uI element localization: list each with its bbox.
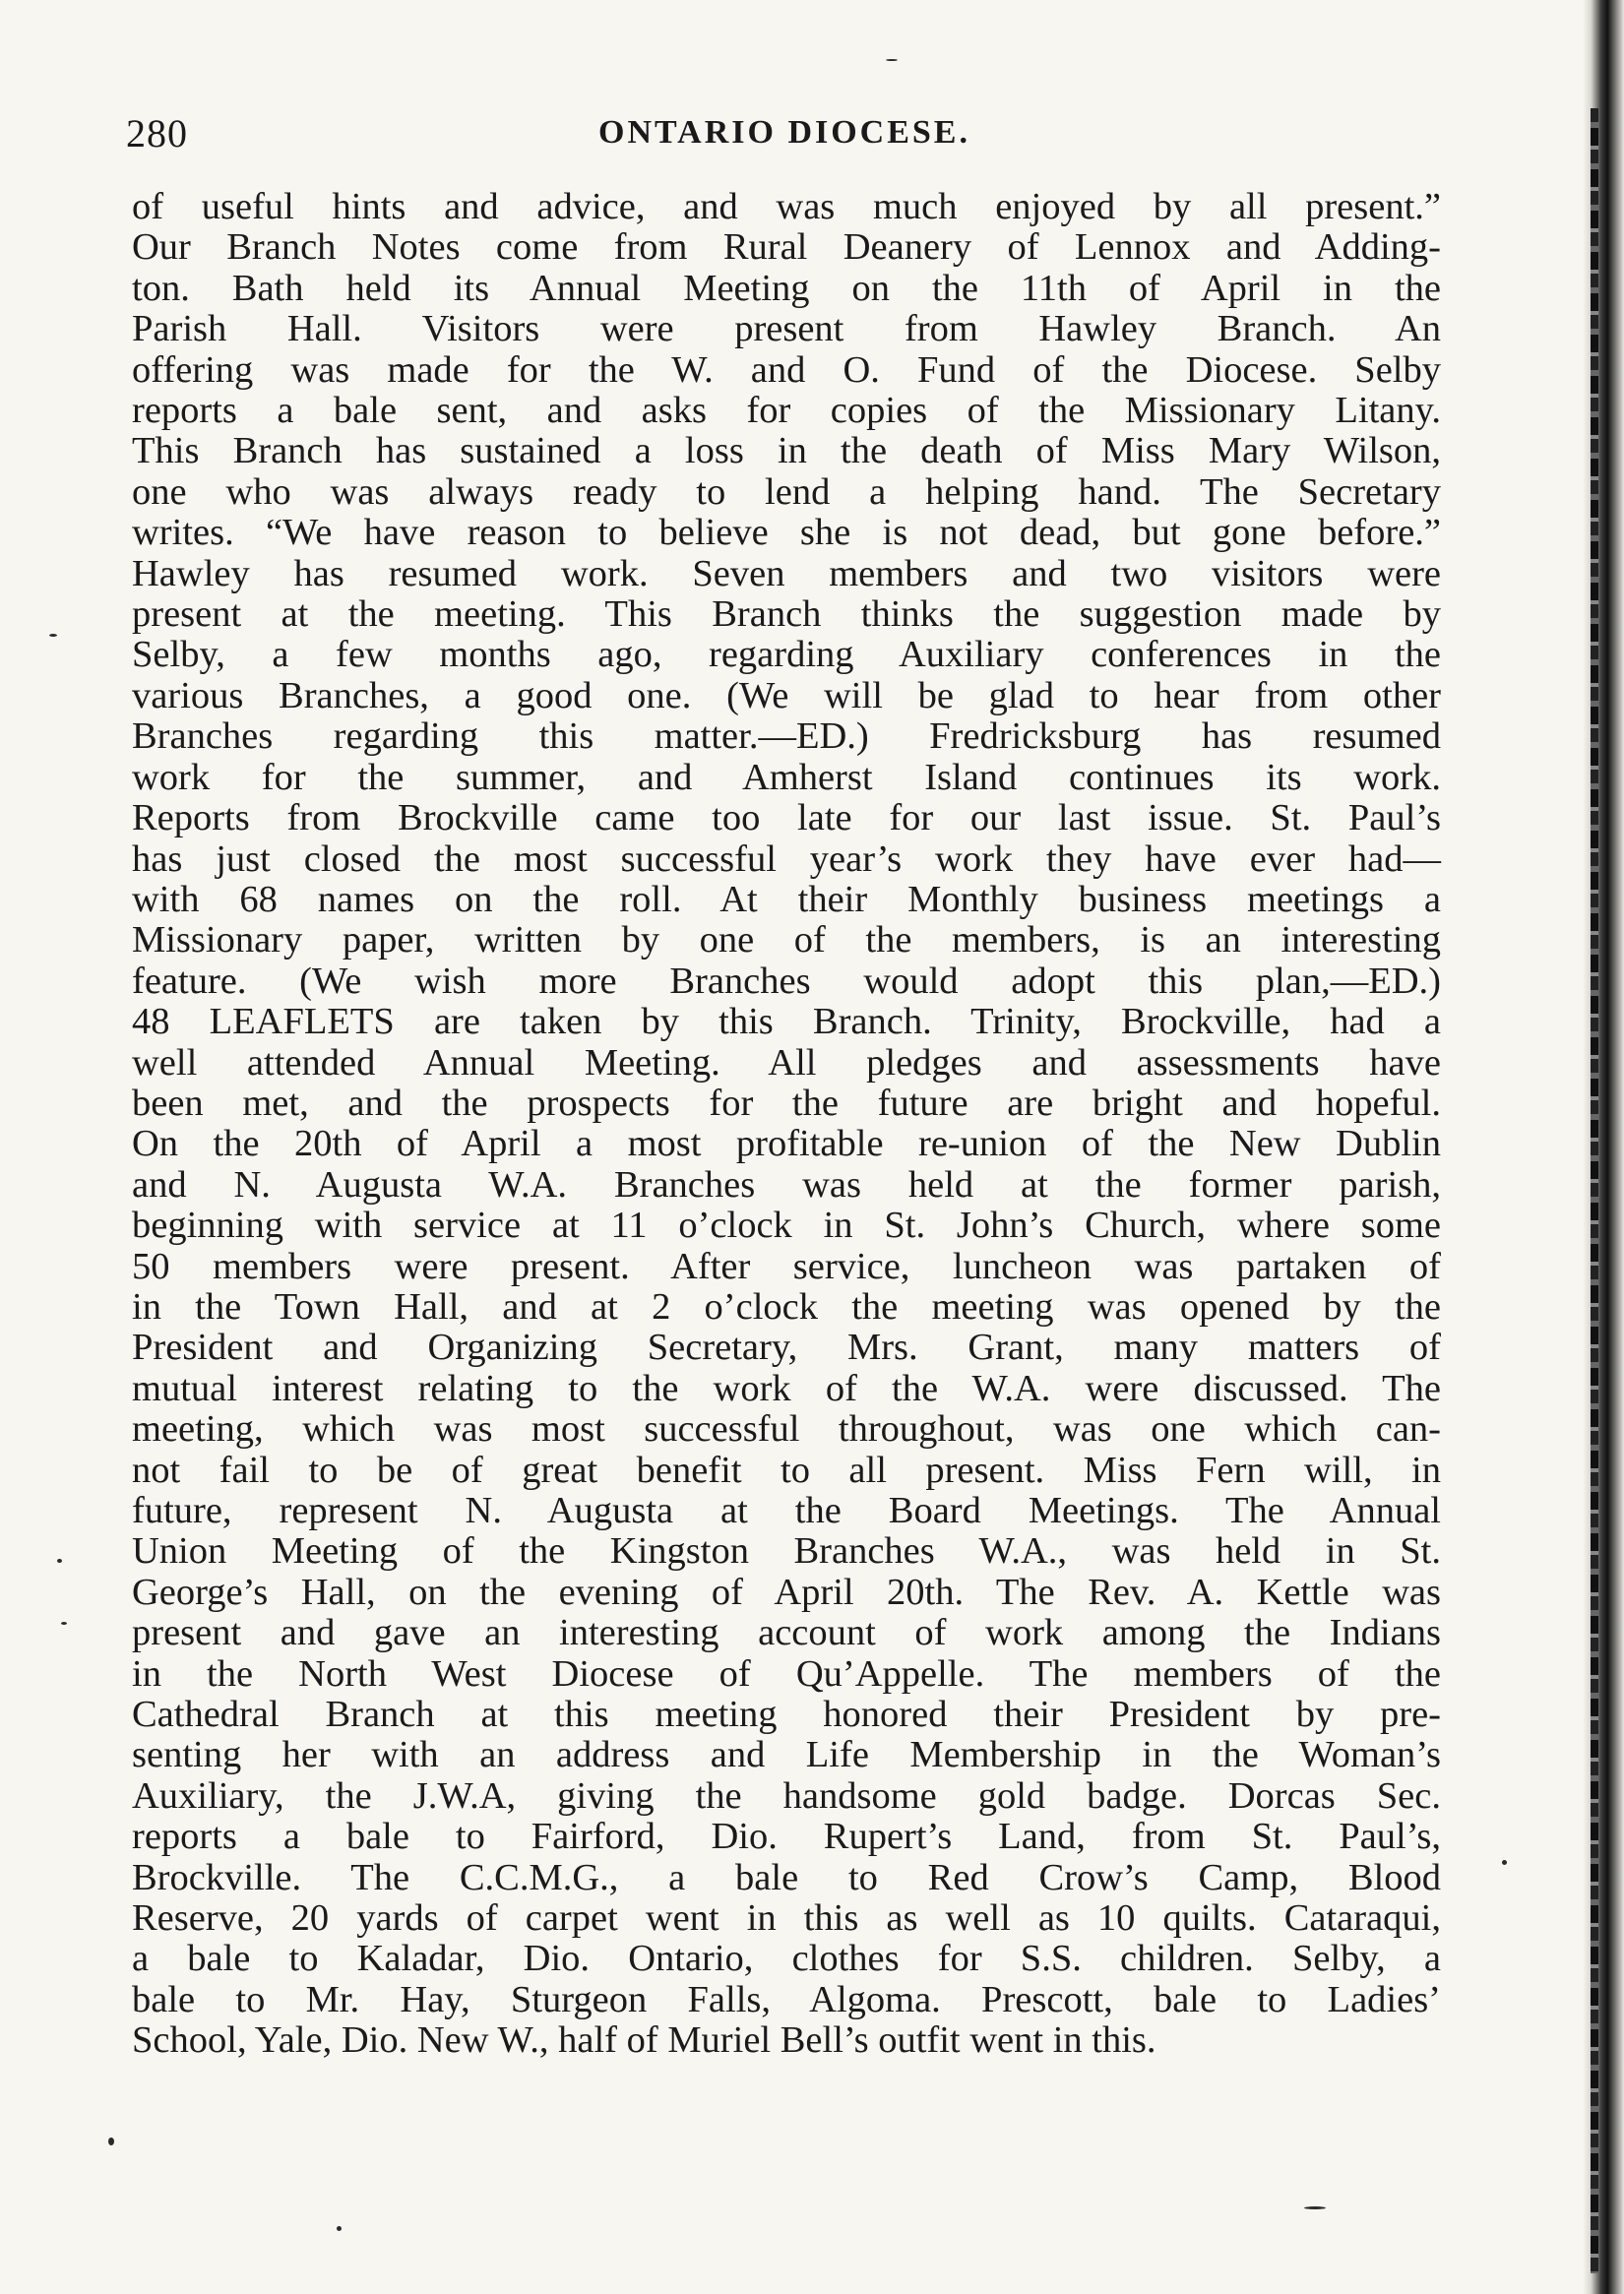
text-line: reports a bale sent, and asks for copies of the Missionary Litany. xyxy=(132,390,1441,432)
scan-speck xyxy=(49,634,57,637)
text-line: writes. “We have reason to believe she is not dead, but gone before.” xyxy=(132,512,1441,554)
text-line: senting her with an address and Life Membership in the Woman’s xyxy=(132,1734,1441,1776)
text-line: ton. Bath held its Annual Meeting on the 11th of April in the xyxy=(132,267,1441,309)
text-line: offering was made for the W. and O. Fund of the Diocese. Selby xyxy=(132,348,1441,391)
scan-speck xyxy=(337,2226,342,2231)
scan-speck xyxy=(57,1559,62,1563)
text-line: President and Organizing Secretary, Mrs. Grant, many matters of xyxy=(132,1327,1441,1369)
text-line: Hawley has resumed work. Seven members and two visitors were xyxy=(132,552,1441,594)
text-line: Our Branch Notes come from Rural Deanery of Lennox and Adding- xyxy=(132,226,1441,269)
text-line: Parish Hall. Visitors were present from Hawley Branch. An xyxy=(132,308,1441,350)
page-header xyxy=(126,110,1435,165)
text-line: On the 20th of April a most profitable re-union of the New Dublin xyxy=(132,1123,1441,1165)
text-line: Union Meeting of the Kingston Branches W.A., was held in St. xyxy=(132,1530,1441,1573)
page-number: 280 xyxy=(126,111,188,155)
text-line: Selby, a few months ago, regarding Auxiliary conferences in the xyxy=(132,634,1441,676)
text-line: feature. (We wish more Branches would adopt this plan,—ED.) xyxy=(132,960,1441,1002)
text-line: bale to Mr. Hay, Sturgeon Falls, Algoma. Prescott, bale to Ladies’ xyxy=(132,1978,1441,2020)
text-line: Reports from Brockville came too late for our last issue. St. Paul’s xyxy=(132,797,1441,839)
page-binding-edge xyxy=(1583,0,1624,2294)
text-line: reports a bale to Fairford, Dio. Rupert’s Land, from St. Paul’s, xyxy=(132,1816,1441,1858)
text-line: meeting, which was most successful throughout, was one which can- xyxy=(132,1408,1441,1451)
scan-speck xyxy=(886,59,898,61)
text-line: various Branches, a good one. (We will be glad to hear from other xyxy=(132,674,1441,716)
text-line: Reserve, 20 yards of carpet went in this as well as 10 quilts. Cataraqui, xyxy=(132,1897,1441,1940)
binding-shadow xyxy=(1591,108,1598,2273)
text-line: Brockville. The C.C.M.G., a bale to Red Crow’s Camp, Blood xyxy=(132,1856,1441,1898)
text-line: one who was always ready to lend a helping hand. The Secretary xyxy=(132,470,1441,513)
text-line: 50 members were present. After service, luncheon was partaken of xyxy=(132,1245,1441,1287)
text-line: been met, and the prospects for the future are bright and hopeful. xyxy=(132,1082,1441,1124)
text-line: beginning with service at 11 o’clock in St. John’s Church, where some xyxy=(132,1205,1441,1247)
text-line: George’s Hall, on the evening of April 20th. The Rev. A. Kettle was xyxy=(132,1571,1441,1613)
scan-speck xyxy=(108,2138,114,2145)
text-line: of useful hints and advice, and was much enjoyed by all present.” xyxy=(132,186,1441,227)
scan-speck xyxy=(1304,2206,1326,2209)
text-line: and N. Augusta W.A. Branches was held at the former parish, xyxy=(132,1163,1441,1206)
text-line: 48 LEAFLETS are taken by this Branch. Trinity, Brockville, had a xyxy=(132,1001,1441,1043)
text-line: Cathedral Branch at this meeting honored their President by pre- xyxy=(132,1694,1441,1736)
text-line: mutual interest relating to the work of the W.A. were discussed. The xyxy=(132,1367,1441,1409)
text-line: a bale to Kaladar, Dio. Ontario, clothes for S.S. children. Selby, a xyxy=(132,1938,1441,1980)
text-line: not fail to be of great benefit to all present. Miss Fern will, in xyxy=(132,1449,1441,1491)
text-line: has just closed the most successful year’s work they have ever had— xyxy=(132,837,1441,880)
text-line: Missionary paper, written by one of the members, is an interesting xyxy=(132,919,1441,961)
text-line: present and gave an interesting account of work among the Indians xyxy=(132,1612,1441,1654)
text-line: future, represent N. Augusta at the Board Meetings. The Annual xyxy=(132,1490,1441,1531)
scan-speck xyxy=(1502,1860,1507,1865)
text-line: Auxiliary, the J.W.A, giving the handsome gold badge. Dorcas Sec. xyxy=(132,1774,1441,1817)
text-line: present at the meeting. This Branch thinks the suggestion made by xyxy=(132,593,1441,636)
text-line: in the North West Diocese of Qu’Appelle. The members of the xyxy=(132,1652,1441,1695)
text-line: Branches regarding this matter.—ED.) Fredricksburg has resumed xyxy=(132,715,1441,758)
text-line: in the Town Hall, and at 2 o’clock the meeting was opened by the xyxy=(132,1285,1441,1328)
text-line: This Branch has sustained a loss in the death of Miss Mary Wilson, xyxy=(132,430,1441,472)
text-line: School, Yale, Dio. New W., half of Muriel Bell’s outfit went in this. xyxy=(132,2019,1156,2062)
body-text xyxy=(132,187,1441,2062)
text-line: with 68 names on the roll. At their Monthly business meetings a xyxy=(132,878,1441,920)
running-head: ONTARIO DIOCESE. xyxy=(598,114,970,151)
scan-speck xyxy=(61,1622,67,1625)
text-line: well attended Annual Meeting. All pledges and assessments have xyxy=(132,1041,1441,1084)
text-line: work for the summer, and Amherst Island continues its work. xyxy=(132,756,1441,798)
